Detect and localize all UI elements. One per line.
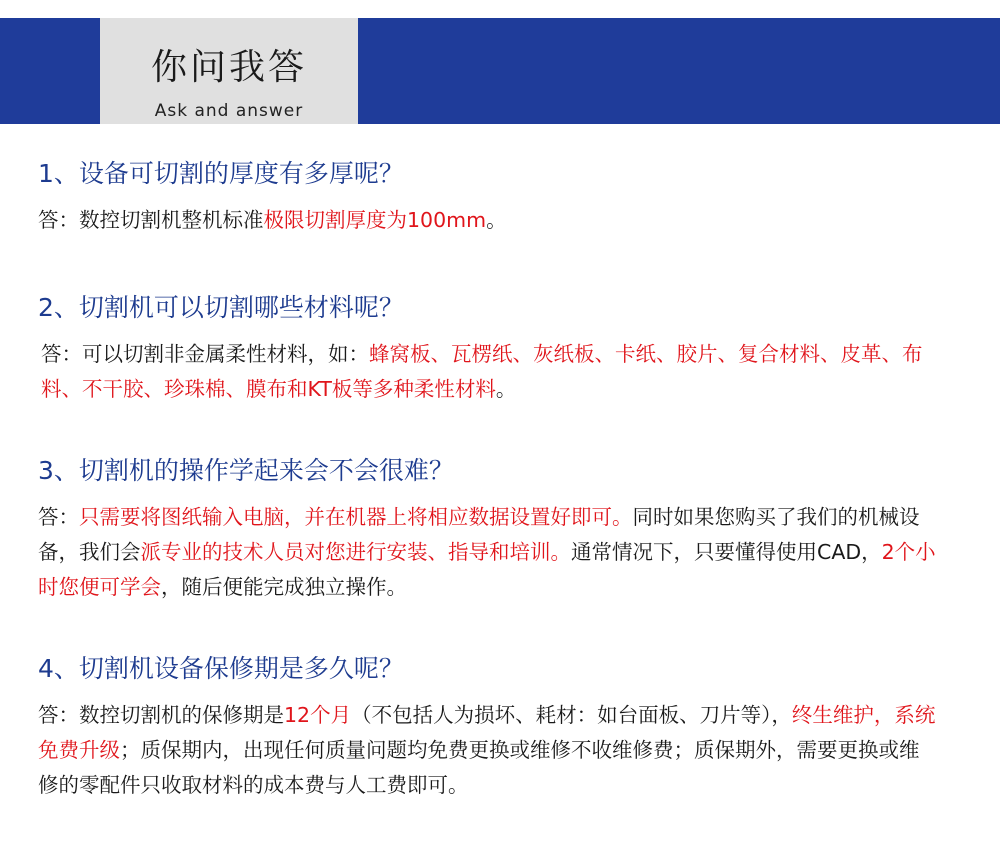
answer-3-text: 通常情况下，只要懂得使用CAD， [571,540,882,564]
answer-2-text: 答：可以切割非金属柔性材料，如： [41,342,369,366]
page-subtitle: Ask and answer [154,101,304,121]
qa-item-3 [38,454,938,605]
answer-4 [38,698,938,803]
answer-3-highlight: 只需要将图纸输入电脑，并在机器上将相应数据设置好即可。 [79,505,633,529]
question-3: 3、切割机的操作学起来会不会很难？ [38,456,454,485]
answer-2-text: 。 [495,377,517,401]
answer-3 [38,500,938,605]
answer-1-highlight: 极限切割厚度为100mm [263,208,487,232]
page-title: 你问我答 [150,47,307,88]
answer-4-highlight: 终生维护，系统免费升级 [38,703,936,762]
qa-item-4 [38,652,938,803]
answer-1-text: 答：数控切割机整机标准 [38,208,264,232]
question-2: 2、切割机可以切割哪些材料呢？ [38,293,404,322]
qa-item-1 [38,157,938,238]
answer-1 [38,203,938,238]
answer-2 [38,337,938,407]
question-4: 4、切割机设备保修期是多久呢？ [38,654,404,683]
answer-2-highlight: 蜂窝板、瓦楞纸、灰纸板、卡纸、胶片、复合材料、皮革、布料、不干胶、珍珠棉、膜布和KT板等多种柔性材料 [41,342,923,401]
answer-3-highlight: 2个小时您便可学会 [38,540,936,599]
answer-4-text: 答：数控切割机的保修期是 [38,703,284,727]
answer-3-text: ，随后便能完成独立操作。 [161,575,407,599]
answer-4-text: （不包括人为损坏、耗材：如台面板、刀片等）， [351,703,792,727]
title-box [100,18,358,124]
qa-item-2 [38,291,938,407]
answer-1-text: 。 [486,208,507,232]
answer-3-highlight: 派专业的技术人员对您进行安装、指导和培训。 [140,540,571,564]
answer-3-text: 同时如果您购买了我们的机械设备，我们会 [38,505,920,564]
answer-4-text: ；质保期内，出现任何质量问题均免费更换或维修不收维修费；质保期外，需要更换或维修的零配件只收取材料的成本费与人工费即可。 [38,738,920,797]
answer-4-highlight: 12个月 [284,703,352,727]
answer-3-text: 答： [38,505,79,529]
question-1: 1、设备可切割的厚度有多厚呢？ [38,159,404,188]
